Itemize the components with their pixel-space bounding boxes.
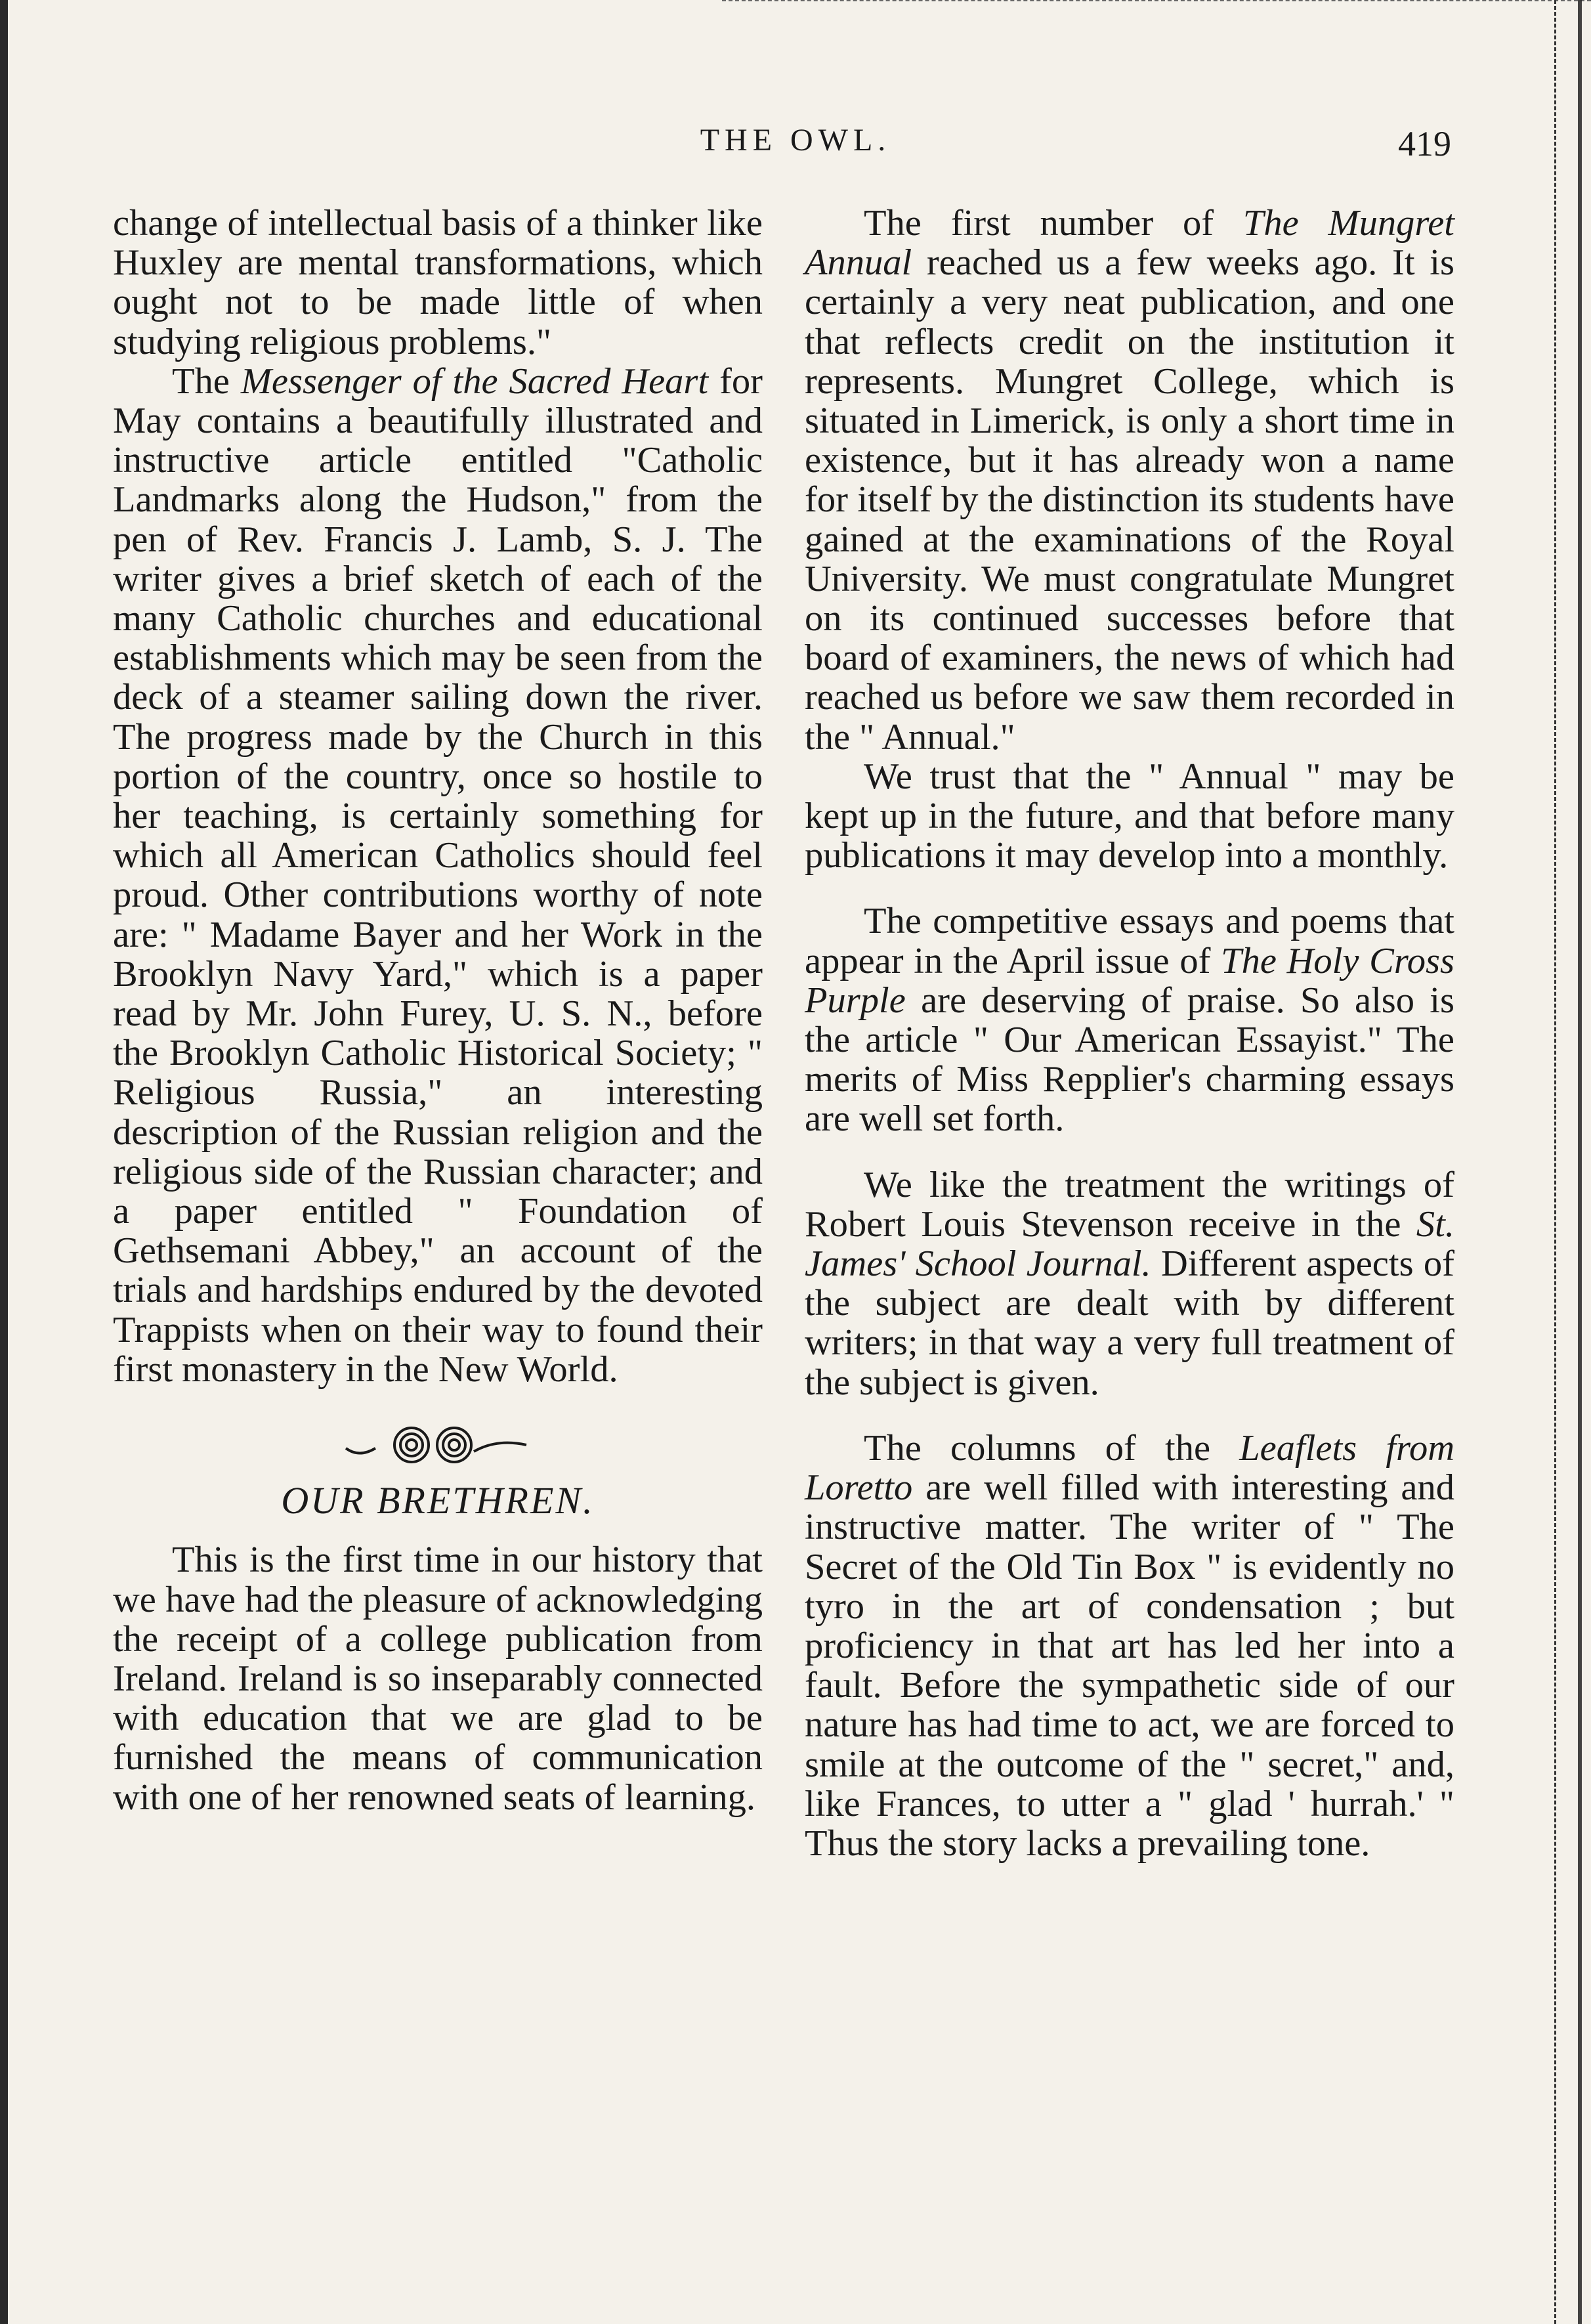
text: We like the treatment the writings of Robert Louis Stevenson receive in the: [805, 1164, 1454, 1245]
text: The first number of: [864, 203, 1243, 244]
paragraph: We trust that the " Annual " may be kept up in the future, and that before many publications it may develop into a monthly.: [805, 756, 1454, 876]
paragraph: change of intellectual basis of a thinker like Huxley are mental transformations, which ought not to be made little of when studying religious problems.": [113, 203, 763, 362]
scan-top-edge: [722, 0, 1591, 4]
paragraph: [805, 1429, 1454, 1863]
text: The columns of the: [864, 1427, 1240, 1469]
scan-right-border: [1578, 0, 1582, 2324]
text: are deserving of praise. So also is the article " Our American Essayist." The merits of Miss Repplier's charming essays are well set forth.: [805, 979, 1454, 1140]
publication-title: Leaflets from Loretto: [805, 1427, 1454, 1509]
publication-title: The Mungret Annual: [805, 203, 1455, 284]
publication-title: Messenger of the Sacred Heart: [240, 360, 709, 402]
paragraph: [805, 204, 1454, 757]
publication-title: The Holy Cross Purple: [805, 940, 1454, 1021]
right-column: [805, 204, 1454, 1863]
section-title: OUR BRETHREN.: [281, 1479, 595, 1522]
left-column: [113, 204, 763, 1817]
publication-title: St. James' School Journal.: [805, 1203, 1454, 1285]
paragraph: [805, 901, 1454, 1138]
paragraph: [805, 1165, 1454, 1402]
text: are well filled with interesting and instructive matter. The writer of " The Secret of the Old Tin Box " is evidently no tyro in the art of condensation ; but proficiency in that art has led her into a fault. Before the sympathetic side of our nature has had time to act, we are forced to smile at the outcome of the " secret," and, like Frances, to utter a " glad ' hurrah.' " Thus the story lacks a prevailing tone.: [805, 1467, 1454, 1864]
text: for May contains a beautifully illustrated and instructive article entitled "Catholic Landmarks along the Hudson," from the pen of Rev. Francis J. Lamb, S. J. The writer gives a brief sketch of each of the many Catholic churches and educational establishments which may be seen from the deck of a steamer sailing down the river. The progress made by the Church in this portion of the country, once so hostile to her teaching, is certainly something for which all American Catholics should feel proud. Other contributions worthy of note are: " Madame Bayer and her Work in the Brooklyn Navy Yard," which is a paper read by Mr. John Furey, U. S. N., before the Brooklyn Catholic Historical Society; " Religious Russia," an interesting description of the Russian religion and the religious side of the Russian character; and a paper entitled " Foundation of Gethsemani Abbey," an account of the trials and hardships endured by the devoted Trappists when on their way to found their first monastery in the New World.: [113, 360, 763, 1390]
scan-right-edge: [1554, 0, 1559, 2324]
text: reached us a few weeks ago. It is certainly a very neat publication, and one that reflects credit on the institution it represents. Mungret College, which is situated in Limerick, is only a short time in existence, but it has already won a name for itself by the distinction its students have gained at the examinations of the Royal University. We must congratulate Mungret on its continued successes before that board of examiners, the news of which had reached us before we saw them recorded in the " Annual.": [805, 242, 1454, 758]
page-number: 419: [1398, 124, 1451, 163]
text: The: [172, 360, 241, 402]
text: Different aspects of the subject are dealt with by different writers; in that way a very full treatment of the subject is given.: [805, 1243, 1454, 1403]
paragraph: This is the first time in our history that we have had the pleasure of acknowledging the receipt of a college publication from Ireland. Ireland is so inseparably connected with education that we are glad to be furnished the means of communication with one of her renowned seats of learning.: [113, 1539, 763, 1818]
running-head: THE OWL.: [700, 123, 891, 158]
scroll-ornament-icon: [339, 1422, 536, 1468]
scan-binding-edge: [0, 0, 8, 2324]
paragraph: [113, 362, 763, 1389]
text: The competitive essays and poems that appear in the April issue of: [805, 901, 1454, 981]
